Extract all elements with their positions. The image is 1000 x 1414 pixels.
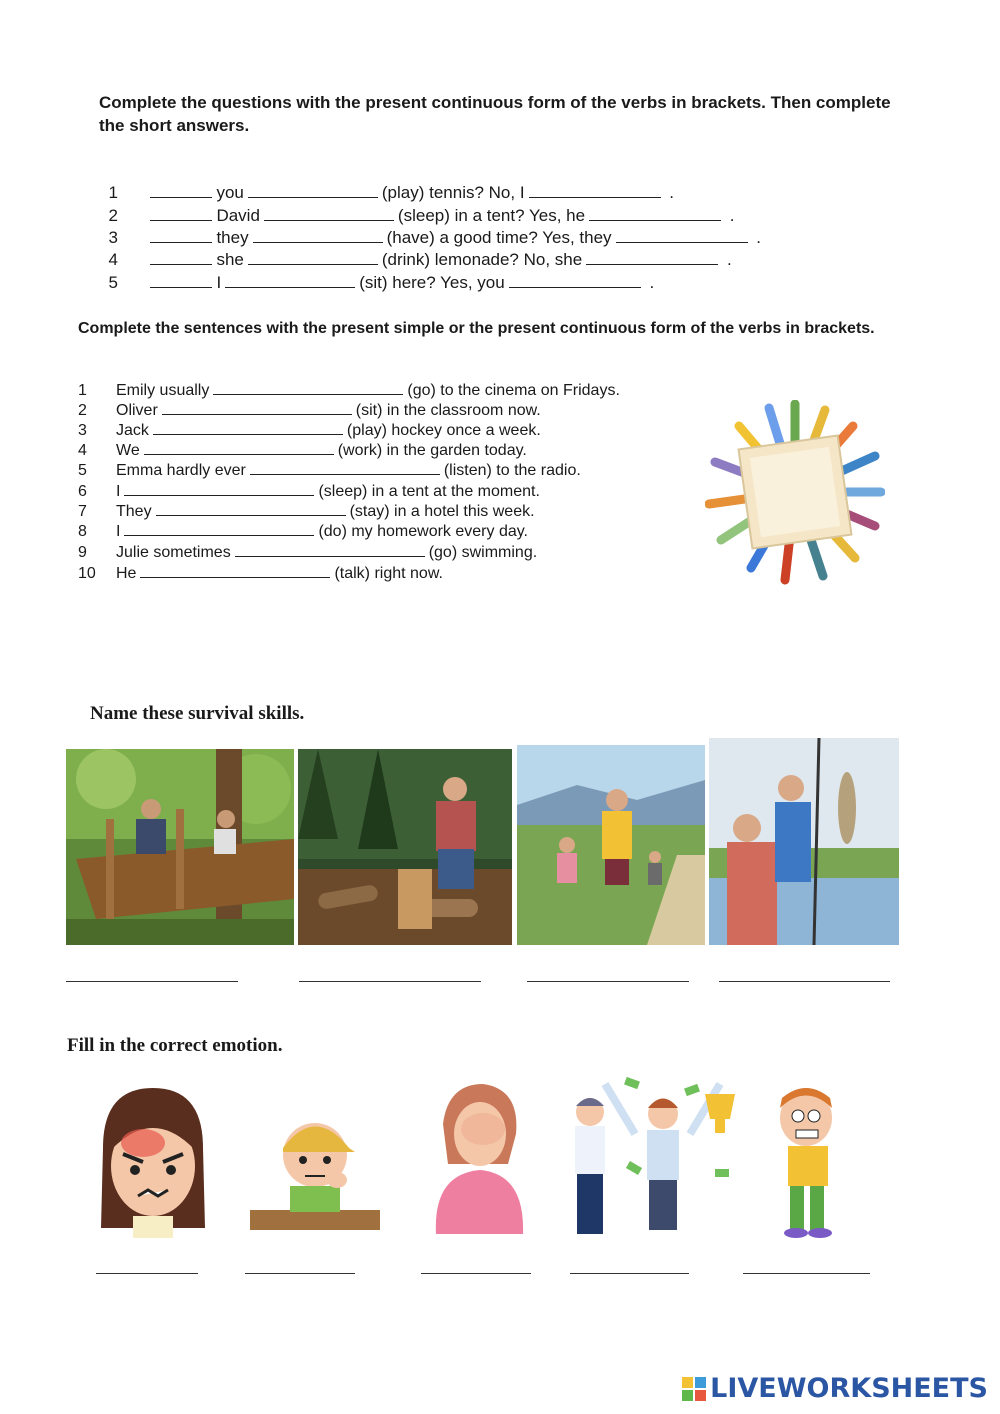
s1-item-3: 3 they (have) a good time? Yes, they . (108, 228, 761, 247)
s2-item-9: 9 Julie sometimes (go) swimming. (78, 544, 538, 561)
jealous-man-image (565, 1074, 750, 1240)
liveworksheets-logo-icon (682, 1377, 706, 1401)
answer-blank[interactable] (213, 380, 403, 395)
s2-item-10: 10 He (talk) right now. (78, 565, 443, 582)
hiking-photo (517, 745, 705, 945)
s2-item-2: 2 Oliver (sit) in the classroom now. (78, 402, 541, 419)
scared-boy-image (770, 1088, 850, 1238)
answer-line-skill-2[interactable] (299, 981, 481, 982)
treehouse-photo (66, 749, 294, 945)
answer-line-skill-1[interactable] (66, 981, 238, 982)
s1-item-5: 5 I (sit) here? Yes, you . (108, 273, 655, 292)
bored-boy-image (245, 1110, 385, 1235)
answer-line-emotion-4[interactable] (570, 1273, 689, 1274)
s1-item-1: 1 you (play) tennis? No, I . (108, 183, 675, 202)
answer-blank[interactable] (156, 501, 346, 516)
section1-instruction: Complete the questions with the present continuous form of the verbs in brackets. Then complete the short answers. (99, 93, 891, 135)
answer-blank[interactable] (144, 440, 334, 455)
section4-title: Fill in the correct emotion. (67, 1035, 283, 1056)
answer-blank[interactable] (225, 273, 355, 288)
answer-blank[interactable] (162, 400, 352, 415)
chopping-wood-photo (298, 749, 512, 945)
answer-blank[interactable] (250, 460, 440, 475)
section3-title: Name these survival skills. (90, 703, 305, 724)
answer-line-emotion-5[interactable] (743, 1273, 870, 1274)
answer-blank[interactable] (235, 542, 425, 557)
art-supplies-illustration (705, 400, 885, 585)
answer-blank[interactable] (150, 273, 212, 288)
frustrated-woman-image (428, 1084, 530, 1234)
liveworksheets-logo (682, 1373, 988, 1404)
answer-line-skill-3[interactable] (527, 981, 689, 982)
answer-line-emotion-1[interactable] (96, 1273, 198, 1274)
s2-item-4: 4 We (work) in the garden today. (78, 442, 527, 459)
s2-item-1: 1 Emily usually (go) to the cinema on Fridays. (78, 382, 620, 399)
angry-girl-image (93, 1088, 213, 1238)
liveworksheets-logo-text: LIVEWORKSHEETS (710, 1373, 988, 1404)
answer-blank[interactable] (124, 481, 314, 496)
s1-item-2: 2 David (sleep) in a tent? Yes, he . (108, 206, 735, 225)
s2-item-3: 3 Jack (play) hockey once a week. (78, 422, 541, 439)
s2-item-6: 6 I (sleep) in a tent at the moment. (78, 483, 540, 500)
s2-item-7: 7 They (stay) in a hotel this week. (78, 503, 535, 520)
fishing-photo (709, 738, 899, 945)
answer-blank[interactable] (140, 563, 330, 578)
answer-blank[interactable] (153, 420, 343, 435)
answer-blank[interactable] (124, 521, 314, 536)
answer-blank[interactable] (509, 273, 641, 288)
s2-item-5: 5 Emma hardly ever (listen) to the radio. (78, 462, 581, 479)
answer-line-skill-4[interactable] (719, 981, 890, 982)
section2-instruction: Complete the sentences with the present simple or the present continuous form of the verbs in brackets. (78, 320, 875, 337)
s2-item-8: 8 I (do) my homework every day. (78, 523, 528, 540)
answer-line-emotion-3[interactable] (421, 1273, 531, 1274)
answer-line-emotion-2[interactable] (245, 1273, 355, 1274)
s1-item-4: 4 she (drink) lemonade? No, she . (108, 250, 732, 269)
